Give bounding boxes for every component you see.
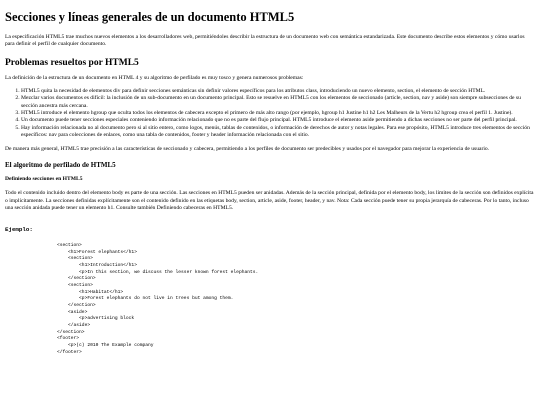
code-line: <h1>Habitat</h1> xyxy=(57,289,124,295)
intro-paragraph: La especificación HTML5 trae muchos nuevos elementos a los desarrolladores web, permitiéndoles describir la estructura de un documento web con semántica estandarizada. Este documento describe estos elementos y cómo usarlos para definir el perfil de cualquier documento. xyxy=(5,34,525,48)
code-line: </aside> xyxy=(57,322,91,328)
algorithm-heading: El algoritmo de perfilado de HTML5 xyxy=(5,161,116,170)
code-line: <p>advertising block xyxy=(57,316,135,322)
problem-item: 4. Un documento puede tener secciones especiales conteniendo información relacionado que no es parte del flujo principal. HTML5 introduce el elemento aside permitiendo a dichas secciones no ser parte del perfil principal. xyxy=(21,117,534,124)
problems-heading: Problemas resueltos por HTML5 xyxy=(5,57,139,68)
code-line: <footer> xyxy=(57,336,80,342)
example-label: Ejemplo: xyxy=(5,226,33,234)
code-line: <h1>Introduction</h1> xyxy=(57,263,137,269)
code-line: </footer> xyxy=(57,349,82,355)
summary-paragraph: De manera más general, HTML5 trae precisión a las características de seccionado y cabecera, permitiendo a los perfiles de documento ser predecibles y usados por el navegador para mejorar la experiencia de usuario. xyxy=(5,146,490,153)
code-example xyxy=(5,243,534,356)
code-line: </section> xyxy=(57,276,96,282)
problems-intro: La definición de la estructura de un documento en HTML 4 y su algoritmo de perfilado es muy tosco y genera numerosos problemas: xyxy=(5,74,304,81)
code-line: <p>Forest elephants do not live in trees but among them. xyxy=(57,296,234,302)
code-line: <section> xyxy=(57,256,93,262)
code-line: <p>(c) 2010 The Example company xyxy=(57,342,154,348)
code-line: <p>In this section, we discuss the lesser known forest elephants. xyxy=(57,269,259,275)
code-line: <h1>Forest elephants</h1> xyxy=(57,249,137,255)
code-line: <section> xyxy=(57,283,93,289)
problem-item: 2. Mezclar varios documentos es difícil: la inclusión de un sub-documento en un documento principal. Esto se resuelve en HTML5 con los elementos de seccionado (article, section, nav y aside) son siempre subsecciones de su sección ancestra más cercana. xyxy=(21,95,534,110)
code-line: </section> xyxy=(57,329,85,335)
problem-item: 1. HTML5 quita la necesidad de elementos div para definir secciones semánticas sin definir valores específicos para los atributos class, introduciendo un nuevo elemento, section, el elemento de sección HTML. xyxy=(21,88,534,95)
problem-item: 3. HTML5 introduce el elemento hgroup que oculta todos los elementos de cabecera excepto el primero de más alto rango (por ejemplo, hgroup h1 Justine h1 h2 Les Malheurs de la Vertu h2 hgroup crea el perfil 1. Justine). xyxy=(21,110,534,117)
page-title: Secciones y líneas generales de un documento HTML5 xyxy=(5,10,295,24)
code-line: <section> xyxy=(57,243,82,249)
sections-heading: Definiendo secciones en HTML5 xyxy=(5,176,83,183)
sections-paragraph: Todo el contenido incluido dentro del elemento body es parte de una sección. Las secciones en HTML5 pueden ser anidadas. Además de la sección principal, definida por el elemento body, los límites de la sección son definidos explícita o implícitamente. La secciones definidas explícitamente son el contenido definido en las etiquetas body, section, article, aside, footer, header, y nav. Nota: Cada sección puede tener su propia jerarquía de cabeceras. Por lo tanto, incluso una sección anidada puede tener un elemento h1. Consulte también Definiendo cabeceras en HTML5. xyxy=(5,190,534,211)
problem-item: 5. Hay información relacionada no al documento pero si al sitio entero, como logos, menús, tablas de contenidos, o información de derechos de autor y notas legales. Para ese propósito, HTML5 introduce tres elementos de sección específicos: nav para colecciones de enlaces, como una tabla de contenidos, footer y header información relacionada con el sitio. xyxy=(21,125,534,140)
problems-list xyxy=(5,88,534,139)
code-line: </section> xyxy=(57,303,96,309)
code-line: <aside> xyxy=(57,309,88,315)
